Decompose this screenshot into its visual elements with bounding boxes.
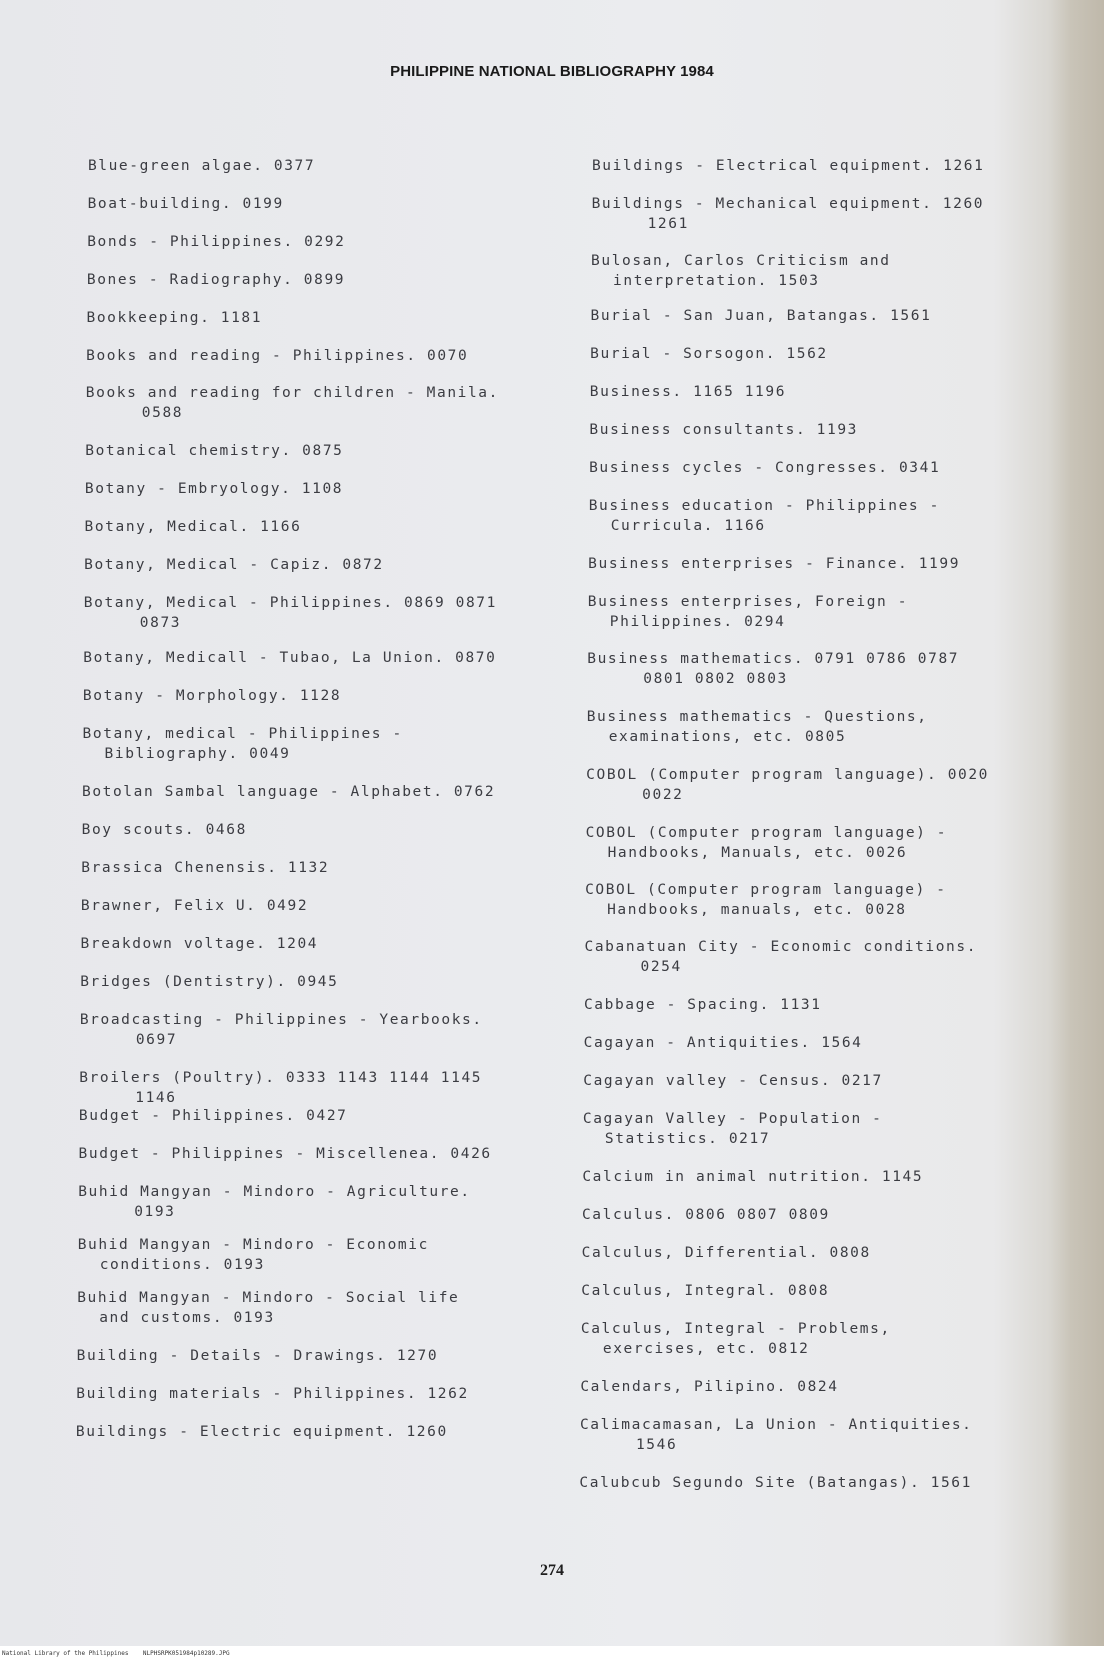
index-entry-heading: Budget - Philippines. 0427 <box>78 1108 348 1124</box>
index-entry-heading: Cabanatuan City - Economic conditions. <box>584 939 978 955</box>
scan-footer-strip <box>0 1646 1104 1658</box>
index-entry-heading: Botanical chemistry. 0875 <box>85 443 344 459</box>
index-entry <box>585 880 947 920</box>
index-entry-continuation: Handbooks, Manuals, etc. 0026 <box>607 845 908 861</box>
index-entry-heading: Calculus, Integral - Problems, <box>580 1321 891 1337</box>
index-entry-heading: Calcium in animal nutrition. 1145 <box>582 1169 924 1185</box>
index-entry <box>83 686 341 706</box>
index-entry <box>587 649 959 689</box>
index-entry <box>88 156 315 176</box>
index-entry-heading: Bridges (Dentistry). 0945 <box>80 974 339 990</box>
footer-library: National Library of the Philippines <box>2 1650 129 1657</box>
index-entry-continuation: 1261 <box>647 216 689 232</box>
index-entry <box>83 724 403 764</box>
index-entry-heading: Bulosan, Carlos Criticism and <box>591 253 891 269</box>
index-entry-continuation: 0873 <box>139 615 182 631</box>
index-entry-continuation: exercises, etc. 0812 <box>602 1341 810 1357</box>
index-entry-heading: Business enterprises - Finance. 1199 <box>588 556 961 572</box>
index-entry <box>78 1235 429 1275</box>
index-entry-heading: Botany, Medicall - Tubao, La Union. 0870 <box>83 650 497 666</box>
index-entry-heading: Business education - Philippines - <box>588 498 940 514</box>
index-entry <box>77 1346 439 1366</box>
index-entry-heading: Botany - Morphology. 1128 <box>82 688 342 704</box>
index-entry-heading: Blue-green algae. 0377 <box>87 158 316 174</box>
index-entry <box>581 1319 891 1359</box>
index-entry <box>590 344 828 364</box>
index-entry-continuation: examinations, etc. 0805 <box>608 729 847 745</box>
index-entry-heading: Brassica Chenensis. 1132 <box>81 860 330 876</box>
index-entry-heading: Business mathematics. 0791 0786 0787 <box>587 651 960 667</box>
index-entry-heading: Burial - Sorsogon. 1562 <box>590 346 828 362</box>
index-entry-heading: Bookkeeping. 1181 <box>86 310 263 326</box>
index-entry-continuation: Bibliography. 0049 <box>104 746 291 762</box>
index-entry-heading: Broilers (Poultry). 0333 1143 1144 1145 <box>79 1070 483 1086</box>
index-entry-heading: Botany, medical - Philippines - <box>82 726 403 742</box>
index-entry <box>579 1473 972 1493</box>
page-header: PHILIPPINE NATIONAL BIBLIOGRAPHY 1984 <box>390 63 714 80</box>
index-entry <box>81 896 308 916</box>
index-entry-heading: Botany, Medical. 1166 <box>84 519 302 535</box>
index-entry-heading: Broadcasting - Philippines - Yearbooks. <box>79 1012 483 1028</box>
index-entry-heading: Buildings - Electric equipment. 1260 <box>75 1424 448 1440</box>
index-entry <box>581 1281 829 1301</box>
index-entry <box>590 382 786 402</box>
index-entry <box>80 972 338 992</box>
index-entry-heading: Building - Details - Drawings. 1270 <box>76 1348 439 1364</box>
index-entry <box>585 937 978 977</box>
index-entry <box>584 995 822 1015</box>
index-entry <box>591 306 932 326</box>
index-entry <box>88 194 284 214</box>
index-entry <box>586 823 948 863</box>
index-entry <box>584 1033 863 1053</box>
index-entry-heading: Calculus. 0806 0807 0809 <box>581 1207 830 1223</box>
index-entry-continuation: interpretation. 1503 <box>613 273 820 289</box>
index-entry-heading: Buhid Mangyan - Mindoro - Economic <box>77 1237 429 1253</box>
index-entry-heading: Budget - Philippines - Miscellenea. 0426 <box>78 1146 492 1162</box>
index-entry <box>82 782 495 802</box>
index-entry <box>85 479 343 499</box>
index-entry <box>84 593 497 633</box>
index-entry-continuation: Philippines. 0294 <box>609 614 786 630</box>
index-entry-heading: Cagayan - Antiquities. 1564 <box>583 1035 863 1051</box>
index-entry-heading: Business mathematics - Questions, <box>586 709 928 725</box>
index-entry-heading: Calubcub Segundo Site (Batangas). 1561 <box>579 1475 972 1491</box>
index-entry-heading: Calculus, Differential. 0808 <box>581 1245 871 1261</box>
index-entry <box>582 1243 871 1263</box>
index-entry <box>589 496 940 536</box>
index-entry <box>86 383 499 423</box>
index-entry <box>79 1144 492 1164</box>
index-entry <box>583 1109 883 1149</box>
index-entry-heading: Books and reading - Philippines. 0070 <box>86 348 469 364</box>
index-entry <box>586 765 989 805</box>
index-entry-heading: Business consultants. 1193 <box>589 422 858 438</box>
index-entry <box>79 1106 348 1126</box>
index-entry <box>580 1415 973 1455</box>
index-entry-heading: Calendars, Pilipino. 0824 <box>580 1379 839 1395</box>
index-entry-continuation: 0193 <box>134 1204 176 1220</box>
index-entry <box>592 156 985 176</box>
index-entry-heading: Boat-building. 0199 <box>87 196 284 212</box>
scan-footer-text <box>2 1650 230 1657</box>
index-entry-continuation: Curricula. 1166 <box>610 518 766 534</box>
index-entry-heading: Bonds - Philippines. 0292 <box>87 234 346 250</box>
index-entry-heading: Buhid Mangyan - Mindoro - Agriculture. <box>78 1184 471 1200</box>
index-entry-heading: Business cycles - Congresses. 0341 <box>589 460 941 476</box>
index-entry <box>582 1205 830 1225</box>
index-entry-heading: COBOL (Computer program language) - <box>585 825 948 841</box>
index-entry-heading: Calimacamasan, La Union - Antiquities. <box>579 1417 973 1433</box>
index-entry-continuation: 1146 <box>135 1090 177 1106</box>
index-entry <box>76 1422 448 1442</box>
index-entry-continuation: Handbooks, manuals, etc. 0028 <box>607 902 907 918</box>
index-entry <box>81 858 329 878</box>
index-entry <box>591 251 891 291</box>
index-entry-heading: Boy scouts. 0468 <box>81 822 247 838</box>
index-entry-heading: Botany - Embryology. 1108 <box>84 481 344 497</box>
index-entry-heading: Botany, Medical - Capiz. 0872 <box>84 557 384 573</box>
index-entry-heading: Business enterprises, Foreign - <box>587 594 909 610</box>
page-number: 274 <box>540 1562 564 1579</box>
index-entry-continuation: and customs. 0193 <box>99 1310 275 1326</box>
index-entry <box>583 1071 883 1091</box>
index-entry-heading: Calculus, Integral. 0808 <box>581 1283 830 1299</box>
index-entry <box>77 1288 459 1328</box>
index-entry <box>81 934 319 954</box>
index-entry <box>85 441 343 461</box>
index-entry <box>580 1377 838 1397</box>
index-entry <box>87 232 345 252</box>
index-entry-heading: Building materials - Philippines. 1262 <box>76 1386 469 1402</box>
index-entry-heading: COBOL (Computer program language). 0020 <box>586 767 990 783</box>
index-entry <box>84 555 384 575</box>
index-entry-heading: Cagayan valley - Census. 0217 <box>583 1073 883 1089</box>
footer-filename: NLPHSRPK051984p10289.JPG <box>142 1650 230 1657</box>
index-entry <box>83 648 496 668</box>
index-entry <box>86 346 468 366</box>
index-entry-heading: Cabbage - Spacing. 1131 <box>583 997 822 1013</box>
index-entry-heading: Buildings - Electrical equipment. 1261 <box>591 158 985 174</box>
index-entry-continuation: 0588 <box>141 405 184 421</box>
index-entry-heading: Botany, Medical - Philippines. 0869 0871 <box>83 595 497 611</box>
index-entry-heading: Botolan Sambal language - Alphabet. 0762 <box>81 784 496 800</box>
index-entry-continuation: 1546 <box>635 1437 678 1453</box>
index-entry-heading: Business. 1165 1196 <box>589 384 787 400</box>
index-entry <box>76 1384 469 1404</box>
index-entry <box>87 270 345 290</box>
index-entry-heading: Buildings - Mechanical equipment. 1260 <box>591 196 985 212</box>
index-entry-continuation: conditions. 0193 <box>99 1257 265 1273</box>
index-entry <box>587 707 928 747</box>
index-entry <box>589 420 858 440</box>
index-entry <box>582 1167 923 1187</box>
index-entry <box>85 517 302 537</box>
index-entry-heading: Brawner, Felix U. 0492 <box>80 898 309 914</box>
index-entry <box>588 554 960 574</box>
index-entry-continuation: 0801 0802 0803 <box>643 671 788 687</box>
index-entry <box>78 1182 471 1222</box>
index-entry-heading: Bones - Radiography. 0899 <box>86 272 346 288</box>
index-entry-heading: Burial - San Juan, Batangas. 1561 <box>590 308 932 324</box>
index-entry <box>79 1068 482 1108</box>
index-entry <box>80 1010 483 1050</box>
index-entry <box>589 458 940 478</box>
index-entry-heading: Buhid Mangyan - Mindoro - Social life <box>77 1290 460 1306</box>
index-entry-continuation: 0697 <box>135 1032 178 1048</box>
index-entry-heading: Breakdown voltage. 1204 <box>80 936 319 952</box>
index-entry <box>592 194 985 234</box>
index-entry-continuation: 0254 <box>640 959 682 975</box>
index-entry <box>86 308 262 328</box>
index-entry-heading: COBOL (Computer program language) - <box>585 882 947 898</box>
index-entry-continuation: 0022 <box>642 787 684 803</box>
index-entry-continuation: Statistics. 0217 <box>604 1131 771 1147</box>
index-entry <box>82 820 247 840</box>
index-entry-heading: Cagayan Valley - Population - <box>582 1111 883 1127</box>
index-entry-heading: Books and reading for children - Manila. <box>85 385 499 401</box>
index-entry <box>588 592 908 632</box>
